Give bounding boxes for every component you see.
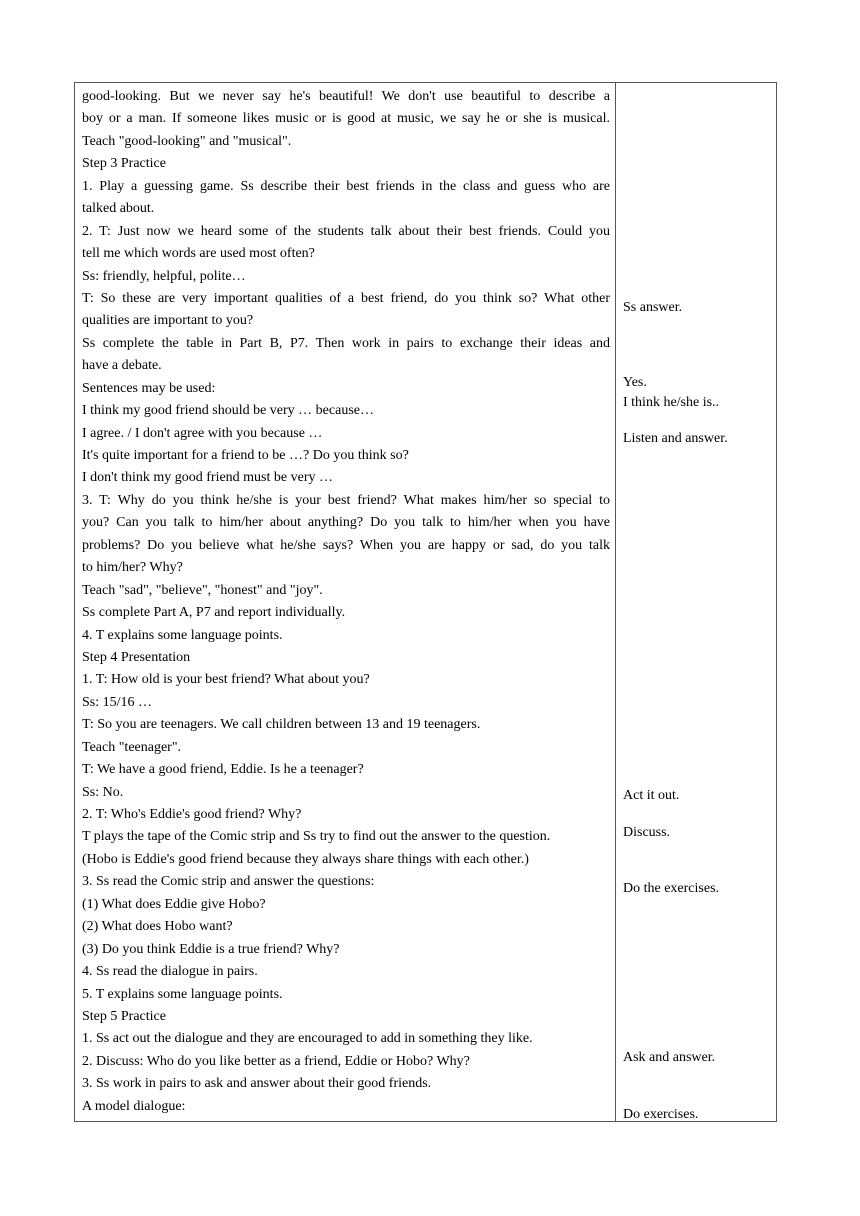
teacher-activity-line: Ss: 15/16 … xyxy=(82,694,153,710)
teacher-activity-line: Teach "sad", "believe", "honest" and "joy". xyxy=(82,582,323,598)
teacher-activity-line: Step 4 Presentation xyxy=(82,649,191,665)
teacher-activity-line: 3. Ss read the Comic strip and answer the questions: xyxy=(82,874,375,890)
teacher-activity-line: T: We have a good friend, Eddie. Is he a teenager? xyxy=(82,762,364,778)
teacher-activity-line: 1. Ss act out the dialogue and they are encouraged to add in something they like. xyxy=(82,1031,533,1047)
student-activity: I think he/she is.. xyxy=(623,395,720,410)
teacher-activity-line: problems? Do you believe what he/she says? When you are happy or sad, do you talk xyxy=(82,537,610,553)
teacher-activity-line: T: So you are teenagers. We call children between 13 and 19 teenagers. xyxy=(82,717,481,733)
teacher-activity-line: I think my good friend should be very … because… xyxy=(82,403,374,419)
student-activity: Ask and answer. xyxy=(623,1050,716,1065)
teacher-activity-line: boy or a man. If someone likes music or is good at music, we say he or she is musical. xyxy=(82,111,610,127)
teacher-activity-line: 1. T: How old is your best friend? What about you? xyxy=(82,672,370,688)
student-activity: Act it out. xyxy=(623,788,680,803)
teacher-activity-line: good-looking. But we never say he's beautiful! We don't use beautiful to describe a xyxy=(82,89,610,104)
teacher-activity-line: Teach "teenager". xyxy=(82,739,182,755)
teacher-activity-line: 4. T explains some language points. xyxy=(82,627,283,643)
teacher-activity-line: (Hobo is Eddie's good friend because they always share things with each other.) xyxy=(82,851,529,867)
teacher-activity-line: Ss: No. xyxy=(82,784,124,800)
teacher-activity-line: 3. T: Why do you think he/she is your best friend? What makes him/her so special to xyxy=(82,492,610,508)
student-activity: Discuss. xyxy=(623,825,671,840)
teacher-activity-line: have a debate. xyxy=(82,358,162,374)
teacher-activity-line: A model dialogue: xyxy=(82,1098,186,1114)
teacher-activity-line: (1) What does Eddie give Hobo? xyxy=(82,896,266,912)
teacher-activity-line: T: So these are very important qualities of a best friend, do you think so? What other xyxy=(82,290,610,306)
teacher-activity-line: Sentences may be used: xyxy=(82,380,216,396)
teacher-activity-line: tell me which words are used most often? xyxy=(82,246,315,262)
teacher-activity-line: Step 3 Practice xyxy=(82,156,166,172)
teacher-activity-line: 1. Play a guessing game. Ss describe their best friends in the class and guess who are xyxy=(82,178,610,194)
teacher-activity-line: Ss complete Part A, P7 and report individually. xyxy=(82,605,346,621)
teacher-activity-line: Ss complete the table in Part B, P7. Then work in pairs to exchange their ideas and xyxy=(82,335,610,351)
column-divider xyxy=(615,83,616,1121)
teacher-activity-line: 5. T explains some language points. xyxy=(82,986,283,1002)
student-activity: Yes. xyxy=(623,375,647,390)
teacher-activity-line: (2) What does Hobo want? xyxy=(82,919,233,935)
teacher-activity-line: 3. Ss work in pairs to ask and answer about their good friends. xyxy=(82,1076,432,1092)
student-activity: Do exercises. xyxy=(623,1107,699,1122)
student-activity: Do the exercises. xyxy=(623,881,720,896)
teacher-activity-line: 2. Discuss: Who do you like better as a friend, Eddie or Hobo? Why? xyxy=(82,1053,470,1069)
teacher-activity-line: Ss: friendly, helpful, polite… xyxy=(82,268,246,284)
teacher-activity-line: you? Can you talk to him/her about anything? Do you talk to him/her when you have xyxy=(82,515,610,531)
teacher-activities-column xyxy=(82,86,610,1118)
teacher-activity-line: I don't think my good friend must be very … xyxy=(82,470,333,486)
teacher-activity-line: I agree. / I don't agree with you because … xyxy=(82,425,323,441)
teacher-activity-line: 2. T: Just now we heard some of the students talk about their best friends. Could you xyxy=(82,223,610,239)
teacher-activity-line: Teach "good-looking" and "musical". xyxy=(82,133,292,149)
teacher-activity-line: 2. T: Who's Eddie's good friend? Why? xyxy=(82,807,302,822)
teacher-activity-line: to him/her? Why? xyxy=(82,560,183,576)
teacher-activity-line: talked about. xyxy=(82,201,155,217)
teacher-activity-line: T plays the tape of the Comic strip and Ss try to find out the answer to the question. xyxy=(82,829,551,845)
teacher-activity-line: Step 5 Practice xyxy=(82,1008,166,1024)
teacher-activity-line: It's quite important for a friend to be …? Do you think so? xyxy=(82,448,409,463)
student-activity: Ss answer. xyxy=(623,300,683,315)
teacher-activity-line: qualities are important to you? xyxy=(82,313,254,329)
teacher-activity-line: (3) Do you think Eddie is a true friend? Why? xyxy=(82,941,340,957)
teacher-activity-line: 4. Ss read the dialogue in pairs. xyxy=(82,964,258,980)
lesson-plan-table xyxy=(74,82,777,1122)
student-activity: Listen and answer. xyxy=(623,431,728,446)
